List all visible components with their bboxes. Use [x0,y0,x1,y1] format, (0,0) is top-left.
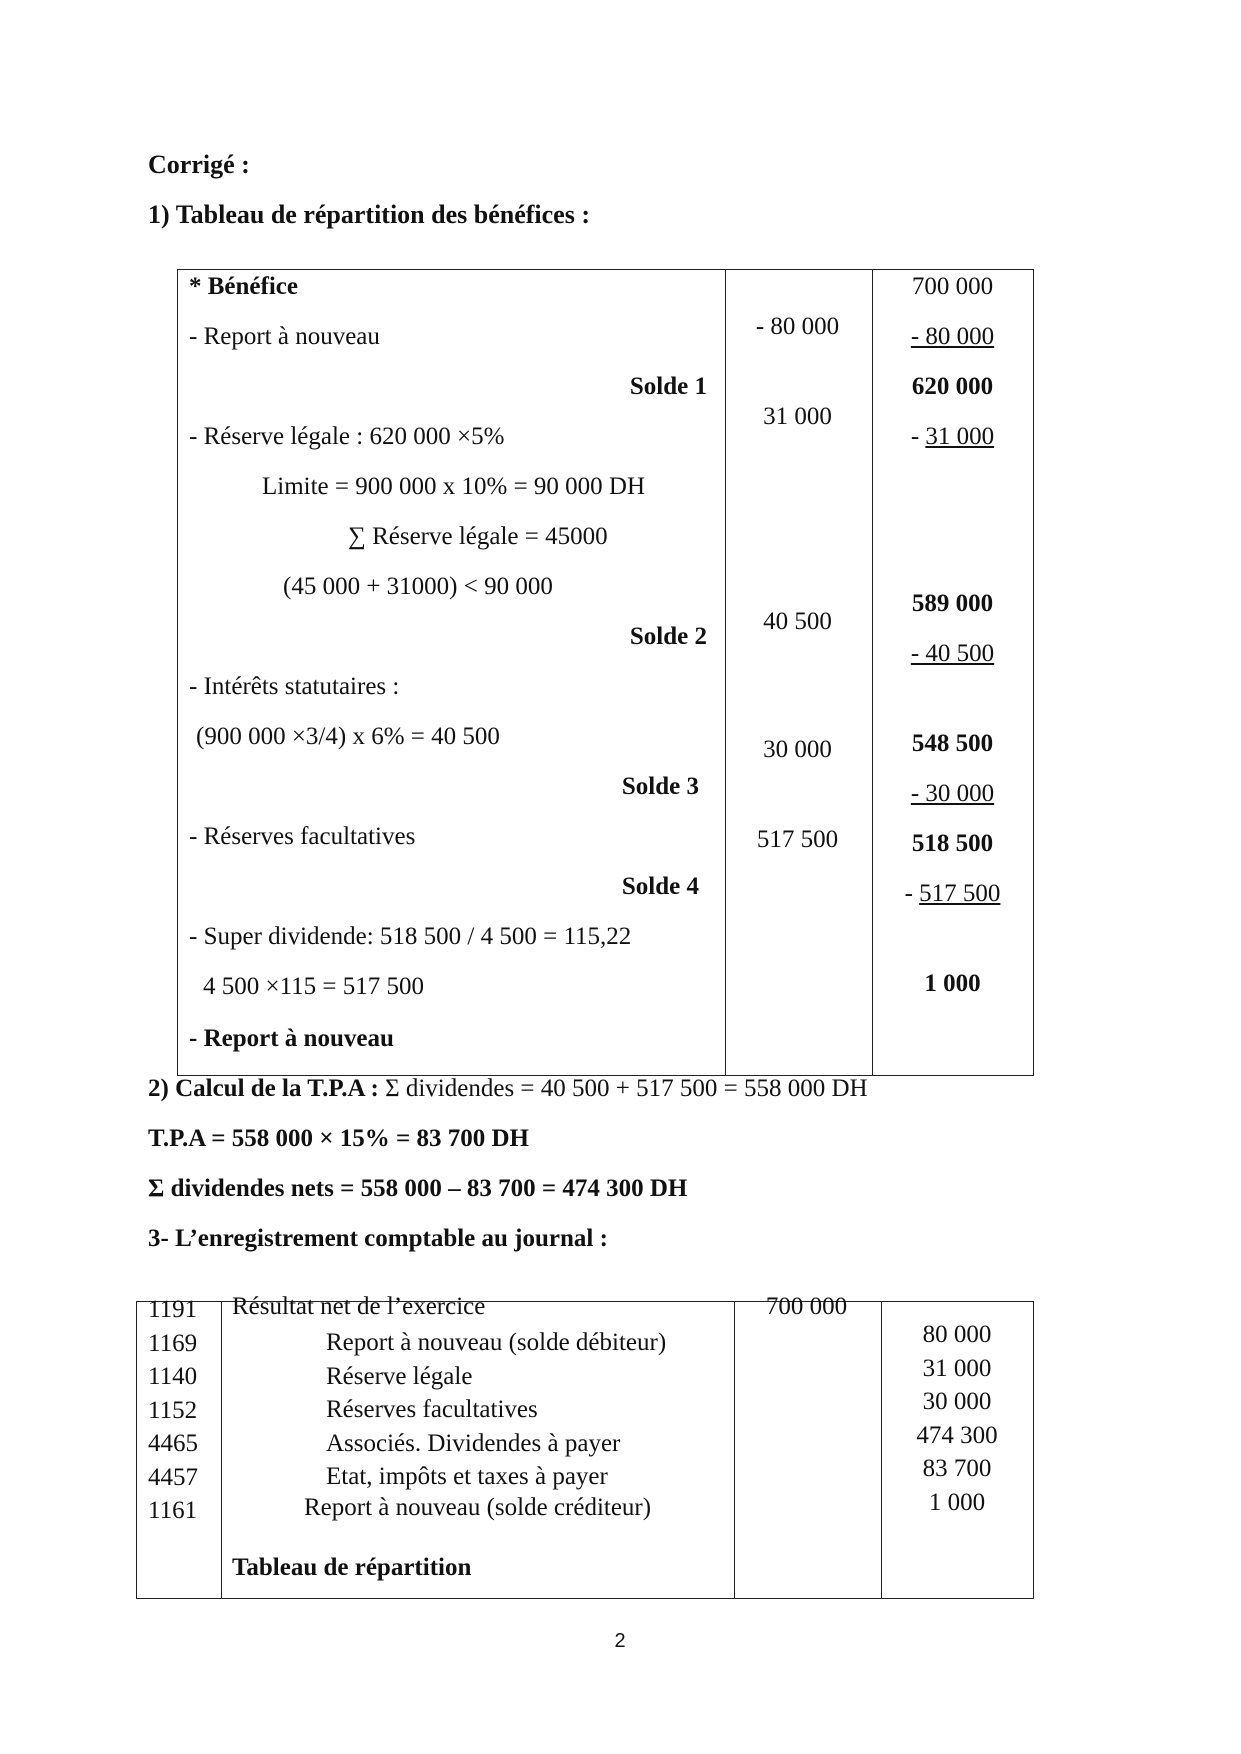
credit-amount: 30 000 [922,1388,992,1415]
final-report-label: - Report à nouveau [189,1025,394,1052]
page-title: Corrigé : [148,150,250,179]
solde2-value: 589 000 [911,590,994,617]
facultatives-label: - Réserves facultatives [189,823,416,850]
credit-amounts [880,1318,1034,1519]
super-dividende-amount: 517 500 [756,826,839,853]
super-dividende-deduction: - 517 500 [904,880,1001,907]
benefice-label: * Bénéfice [189,273,298,300]
credit-amount: 83 700 [922,1455,992,1482]
account-number: 1191 [148,1296,198,1323]
credit-amount: 31 000 [922,1354,992,1382]
reserve-legale-label: - Réserve légale : 620 000 ×5% [189,423,505,450]
journal-label: Réserve légale [326,1362,473,1390]
interets-calc: (900 000 ×3/4) x 6% = 40 500 [196,723,500,750]
column-divider [734,1302,735,1598]
solde1-label: Solde 1 [629,373,707,400]
interets-deduction: - 40 500 [910,640,995,667]
benefice-value: 700 000 [911,273,994,300]
account-number: 1169 [148,1329,198,1357]
tpa-line: T.P.A = 558 000 × 15% = 83 700 DH [148,1125,529,1152]
report-label: - Report à nouveau [189,323,380,350]
report-deduction: - 80 000 [910,323,995,350]
account-numbers [148,1293,198,1528]
solde4-value: 518 500 [911,830,994,857]
interets-label: - Intérêts statutaires : [189,673,400,700]
section3-heading: 3- L’enregistrement comptable au journal : [148,1225,608,1252]
credit-amount: 1 000 [928,1488,986,1516]
credit-amount: 474 300 [916,1421,998,1449]
super-dividende-calc: 4 500 ×115 = 517 500 [203,973,425,1000]
facultatives-amount: 30 000 [763,736,832,763]
report-amount: - 80 000 [755,313,840,340]
account-number: 1152 [148,1396,198,1424]
limite-text: Limite = 900 000 x 10% = 90 000 DH [262,473,646,500]
reserve-legale-deduction: - 31 000 [910,423,995,450]
final-report-value: 1 000 [924,970,981,997]
journal-label: Associés. Dividendes à payer [326,1429,621,1457]
solde3-value: 548 500 [911,730,994,757]
reserve-legale-amount: 31 000 [763,403,832,430]
account-number: 4465 [148,1430,198,1457]
solde2-label: Solde 2 [629,623,707,650]
journal-label: Report à nouveau (solde débiteur) [326,1329,667,1356]
journal-main-label: Résultat net de l’exercice [232,1293,486,1320]
journal-label: Réserves facultatives [326,1396,538,1423]
solde3-label: Solde 3 [621,773,699,800]
account-number: 1140 [148,1363,198,1390]
solde1-value: 620 000 [911,373,994,400]
journal-footer: Tableau de répartition [232,1554,472,1581]
sum-reserve-text: ∑ Réserve légale = 45000 [348,523,608,550]
solde4-label: Solde 4 [621,873,699,900]
net-dividends-line: Σ dividendes nets = 558 000 – 83 700 = 474 300 DH [148,1175,688,1202]
credit-amount: 80 000 [922,1321,992,1348]
compare-text: (45 000 + 31000) < 90 000 [283,573,553,600]
page-number: 2 [614,1630,626,1652]
section2-heading: 2) Calcul de la T.P.A : [148,1075,379,1102]
section2-line [148,1075,868,1103]
account-number: 1161 [148,1497,198,1524]
section1-heading: 1) Tableau de répartition des bénéfices : [148,200,590,229]
journal-labels [326,1326,666,1494]
interets-amount: 40 500 [763,608,832,635]
super-dividende-label: - Super dividende: 518 500 / 4 500 = 115,22 [189,923,632,950]
journal-last-label: Report à nouveau (solde créditeur) [304,1494,652,1521]
dividends-sum: Σ dividendes = 40 500 + 517 500 = 558 000 DH [385,1075,868,1102]
column-divider [725,270,726,1075]
journal-label: Etat, impôts et taxes à payer [326,1463,608,1490]
debit-amount: 700 000 [765,1293,848,1320]
column-divider [221,1302,222,1598]
account-number: 4457 [148,1463,198,1491]
facultatives-deduction: - 30 000 [910,780,995,807]
